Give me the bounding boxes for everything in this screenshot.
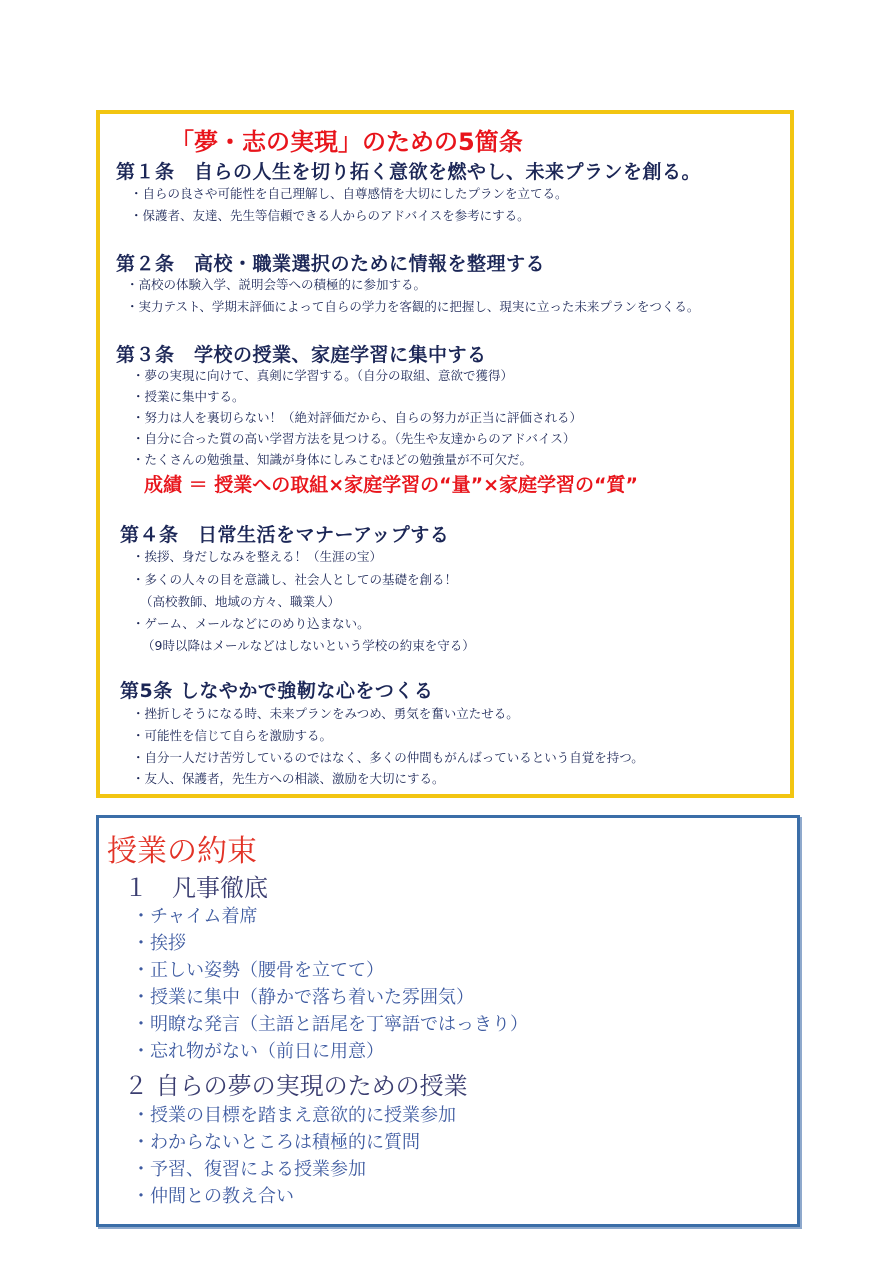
- article-4-item: ・多くの人々の目を意識し、社会人としての基礎を創る！: [132, 572, 458, 587]
- promise-section-1-heading: １ 凡事徹底: [124, 874, 268, 902]
- promise-item: ・授業の目標を踏まえ意欲的に授業参加: [132, 1105, 456, 1126]
- article-3-item: ・授業に集中する。: [132, 389, 245, 404]
- promise-item: ・忘れ物がない（前日に用意）: [132, 1041, 384, 1062]
- article-3-item: ・夢の実現に向けて、真剣に学習する。（自分の取組、意欲で獲得）: [132, 368, 514, 383]
- article-3-item: ・たくさんの勉強量、知識が身体にしみこむほどの勉強量が不可欠だ。: [132, 452, 533, 467]
- promise-item: ・明瞭な発言（主語と語尾を丁寧語ではっきり）: [132, 1014, 528, 1035]
- article-4-item: ・挨拶、身だしなみを整える！（生涯の宝）: [132, 549, 383, 564]
- article-5-item: ・挫折しそうになる時、未来プランをみつめ、勇気を奮い立たせる。: [132, 706, 519, 721]
- promise-item: ・挨拶: [132, 933, 186, 954]
- promise-item: ・わからないところは積極的に質問: [132, 1132, 420, 1153]
- promise-item: ・授業に集中（静かで落ち着いた雰囲気）: [132, 987, 474, 1008]
- promise-item: ・仲間との教え合い: [132, 1186, 294, 1207]
- promise-section-2-heading: ２ 自らの夢の実現のための授業: [124, 1072, 468, 1100]
- promise-item: ・予習、復習による授業参加: [132, 1159, 366, 1180]
- grade-formula: 成績 ＝ 授業への取組×家庭学習の“量”×家庭学習の“質”: [144, 474, 639, 496]
- goals-title: 「夢・志の実現」のための5箇条: [170, 128, 523, 156]
- article-5-item: ・可能性を信じて自らを激励する。: [132, 728, 333, 743]
- article-3-item: ・自分に合った質の高い学習方法を見つける。（先生や友達からのアドバイス）: [132, 431, 576, 446]
- article-2-heading: 第２条 高校・職業選択のために情報を整理する: [116, 253, 546, 275]
- article-5-heading: 第5条 しなやかで強靭な心をつくる: [120, 680, 434, 702]
- promise-item: ・正しい姿勢（腰骨を立てて）: [132, 960, 384, 981]
- promise-item: ・チャイム着席: [132, 906, 258, 927]
- article-2-item: ・高校の体験入学、説明会等への積極的に参加する。: [126, 277, 427, 292]
- article-4-item: （9時以降はメールなどはしないという学校の約束を守る）: [142, 638, 475, 653]
- article-4-item: ・ゲーム、メールなどにのめり込まない。: [132, 616, 370, 631]
- article-1-item: ・保護者、友達、先生等信頼できる人からのアドバイスを参考にする。: [130, 208, 530, 223]
- article-1-heading: 第１条 自らの人生を切り拓く意欲を燃やし、未来プランを創る。: [116, 161, 702, 183]
- article-5-item: ・自分一人だけ苦労しているのではなく、多くの仲間もがんばっているという自覚を持つ。: [132, 750, 644, 765]
- article-3-item: ・努力は人を裏切らない！（絶対評価だから、自らの努力が正当に評価される）: [132, 410, 583, 425]
- promise-title: 授業の約束: [107, 834, 257, 869]
- article-3-heading: 第３条 学校の授業、家庭学習に集中する: [116, 344, 487, 366]
- article-4-item: （高校教師、地域の方々、職業人）: [140, 594, 341, 609]
- article-4-heading: 第４条 日常生活をマナーアップする: [120, 524, 450, 546]
- article-5-item: ・友人、保護者，先生方への相談、激励を大切にする。: [132, 771, 445, 786]
- article-2-item: ・実力テスト、学期末評価によって自らの学力を客観的に把握し、現実に立った未来プランをつくる。: [126, 299, 700, 314]
- article-1-item: ・自らの良さや可能性を自己理解し、自尊感情を大切にしたプランを立てる。: [130, 186, 568, 201]
